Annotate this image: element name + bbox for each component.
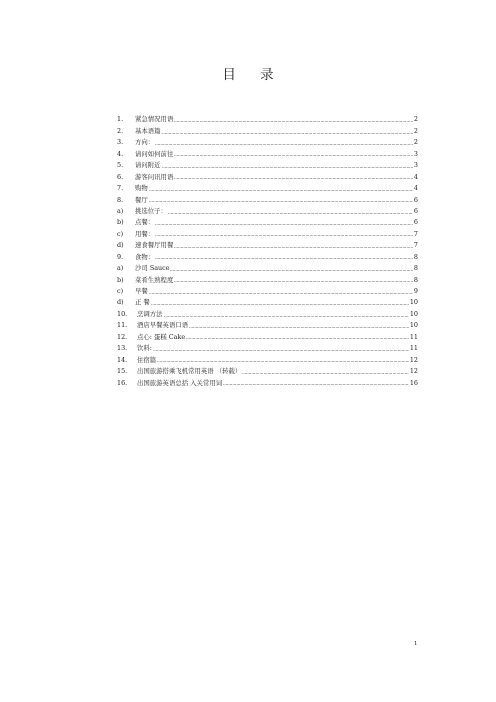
toc-entry-number: a) xyxy=(117,264,124,273)
toc-entry-number: 15. xyxy=(117,367,128,376)
toc-entry-number: 12. xyxy=(117,332,128,341)
toc-entry-label: 酒店早餐英语口语 xyxy=(137,321,189,330)
toc-entry[interactable] xyxy=(117,295,418,306)
toc-entry-label: 紧急情况用语 xyxy=(135,115,174,124)
toc-entry-number: 11. xyxy=(117,321,128,330)
toc-dot-leader xyxy=(174,278,413,283)
toc-dot-leader xyxy=(155,220,413,225)
toc-entry-number: 10. xyxy=(117,309,128,318)
toc-entry-page: 8 xyxy=(413,264,418,273)
toc-entry-label: 速食餐厅用餐 xyxy=(135,241,174,250)
toc-entry-number: 8. xyxy=(117,195,124,204)
toc-dot-leader xyxy=(174,152,413,157)
page-number: 1 xyxy=(414,641,418,647)
toc-entry-page: 12 xyxy=(409,367,418,376)
toc-dot-leader xyxy=(149,289,413,294)
toc-entry-label: 游客问讯用语 xyxy=(135,172,174,181)
toc-entry-label: 沙司 Sauce xyxy=(135,264,170,273)
toc-dot-leader xyxy=(186,335,409,340)
toc-entry[interactable] xyxy=(117,329,418,340)
toc-entry-page: 12 xyxy=(409,355,418,364)
toc-entry[interactable] xyxy=(117,306,418,317)
toc-entry-number: a) xyxy=(117,206,124,215)
toc-entry-page: 9 xyxy=(413,287,418,295)
toc-entry[interactable] xyxy=(117,215,418,226)
toc-entry-number: 1. xyxy=(117,115,124,124)
toc-dot-leader xyxy=(149,186,413,191)
toc-entry-page: 11 xyxy=(409,344,418,353)
toc-entry-page: 16 xyxy=(409,378,418,387)
toc-entry[interactable] xyxy=(117,181,418,192)
toc-entry-label: 方向： xyxy=(135,138,155,147)
toc-dot-leader xyxy=(162,163,413,168)
toc-entry-page: 10 xyxy=(409,309,418,318)
toc-entry-number: 9. xyxy=(117,252,124,261)
toc-dot-leader xyxy=(223,381,409,386)
toc-entry-page: 7 xyxy=(413,241,418,250)
toc-entry-label: 烹调方法 xyxy=(137,309,163,318)
toc-entry-page: 11 xyxy=(409,332,418,341)
toc-dot-leader xyxy=(174,175,413,180)
toc-entry[interactable] xyxy=(117,272,418,283)
toc-entry-page: 6 xyxy=(413,206,418,215)
toc-entry-number: 7. xyxy=(117,184,124,193)
toc-entry[interactable] xyxy=(117,204,418,215)
toc-entry-page: 10 xyxy=(409,298,418,307)
toc-entry[interactable] xyxy=(117,158,418,169)
toc-entry-label: 基本语篇 xyxy=(135,126,161,135)
toc-entry-number: 13. xyxy=(117,344,128,353)
toc-entry[interactable] xyxy=(117,226,418,237)
toc-entry-label: 住宿篇 xyxy=(137,355,157,364)
toc-entry[interactable] xyxy=(117,284,418,295)
toc-entry-page: 4 xyxy=(413,172,418,181)
toc-dot-leader xyxy=(153,346,409,351)
toc-entry[interactable] xyxy=(117,261,418,272)
toc-dot-leader xyxy=(149,198,413,203)
toc-entry-label: 购物 xyxy=(135,184,148,193)
toc-entry-number: 5. xyxy=(117,161,124,170)
toc-entry-number: c) xyxy=(117,287,124,295)
toc-entry-page: 4 xyxy=(413,184,418,193)
toc-entry-label: 请问附近 xyxy=(135,161,161,170)
toc-entry-page: 2 xyxy=(413,138,418,147)
toc-entry-label: 点餐： xyxy=(135,218,155,227)
toc-entry-number: 16. xyxy=(117,378,128,387)
toc-entry[interactable] xyxy=(117,238,418,249)
toc-entry[interactable] xyxy=(117,146,418,157)
toc-dot-leader xyxy=(162,129,413,134)
toc-entry[interactable] xyxy=(117,192,418,203)
toc-entry[interactable] xyxy=(117,318,418,329)
toc-entry-page: 2 xyxy=(413,115,418,124)
toc-dot-leader xyxy=(242,369,409,374)
toc-entry[interactable] xyxy=(117,364,418,375)
toc-entry-number: 14. xyxy=(117,355,128,364)
toc-dot-leader xyxy=(168,209,413,214)
toc-entry[interactable] xyxy=(117,352,418,363)
toc-dot-leader xyxy=(151,300,409,305)
toc-entry-label: 菜肴生熟程度 xyxy=(135,275,174,284)
toc-entry-label: 餐厅 xyxy=(135,195,148,204)
toc-entry-label: 出国旅游搭乘飞机常用英语 （转载） xyxy=(137,367,242,376)
toc-entry-label: 饮料: xyxy=(137,344,152,353)
toc-entry-page: 3 xyxy=(413,149,418,158)
toc-entry-page: 6 xyxy=(413,195,418,204)
toc-entry[interactable] xyxy=(117,249,418,260)
toc-entry[interactable] xyxy=(117,169,418,180)
toc-dot-leader xyxy=(174,243,413,248)
toc-entry-page: 6 xyxy=(413,218,418,227)
toc-entry-number: 3. xyxy=(117,138,124,147)
toc-dot-leader xyxy=(170,266,412,271)
toc-entry-number: 6. xyxy=(117,172,124,181)
toc-entry[interactable] xyxy=(117,123,418,134)
toc-dot-leader xyxy=(155,255,413,260)
toc-entry-label: 正 餐 xyxy=(135,298,150,307)
toc-entry-label: 出国旅游英语总括 入关常用词 xyxy=(137,378,223,387)
toc-dot-leader xyxy=(174,117,413,122)
toc-entry-number: 4. xyxy=(117,149,124,158)
toc-entry-number: d) xyxy=(117,298,124,307)
toc-entry[interactable] xyxy=(117,135,418,146)
toc-entry-number: b) xyxy=(117,275,124,284)
toc-entry-number: b) xyxy=(117,218,124,227)
toc-entry-page: 8 xyxy=(413,252,418,261)
toc-entry[interactable] xyxy=(117,112,418,123)
toc-entry-number: d) xyxy=(117,241,124,250)
toc-dot-leader xyxy=(155,140,413,145)
toc-entry-number: c) xyxy=(117,229,124,238)
toc-entry-label: 挑选位子： xyxy=(135,206,167,215)
toc-dot-leader xyxy=(155,232,413,237)
toc-entry-label: 请问如何前往 xyxy=(135,149,174,158)
toc-entry-page: 8 xyxy=(413,275,418,284)
toc-dot-leader xyxy=(189,323,409,328)
toc-entry-label: 用餐： xyxy=(135,229,155,238)
toc-entry-label: 点心: 蛋糕 Cake xyxy=(137,332,186,341)
toc-entry[interactable] xyxy=(117,375,418,386)
toc-entry[interactable] xyxy=(117,341,418,352)
toc-entry-page: 7 xyxy=(413,229,418,238)
toc-entry-label: 早餐 xyxy=(135,287,148,295)
table-of-contents xyxy=(117,112,418,387)
toc-entry-page: 2 xyxy=(413,126,418,135)
toc-entry-label: 食物： xyxy=(135,252,155,261)
toc-entry-number: 2. xyxy=(117,126,124,135)
toc-entry-page: 3 xyxy=(413,161,418,170)
toc-entry-page: 10 xyxy=(409,321,418,330)
toc-dot-leader xyxy=(164,312,409,317)
page-title: 目 录 xyxy=(222,67,284,83)
toc-dot-leader xyxy=(157,358,409,363)
